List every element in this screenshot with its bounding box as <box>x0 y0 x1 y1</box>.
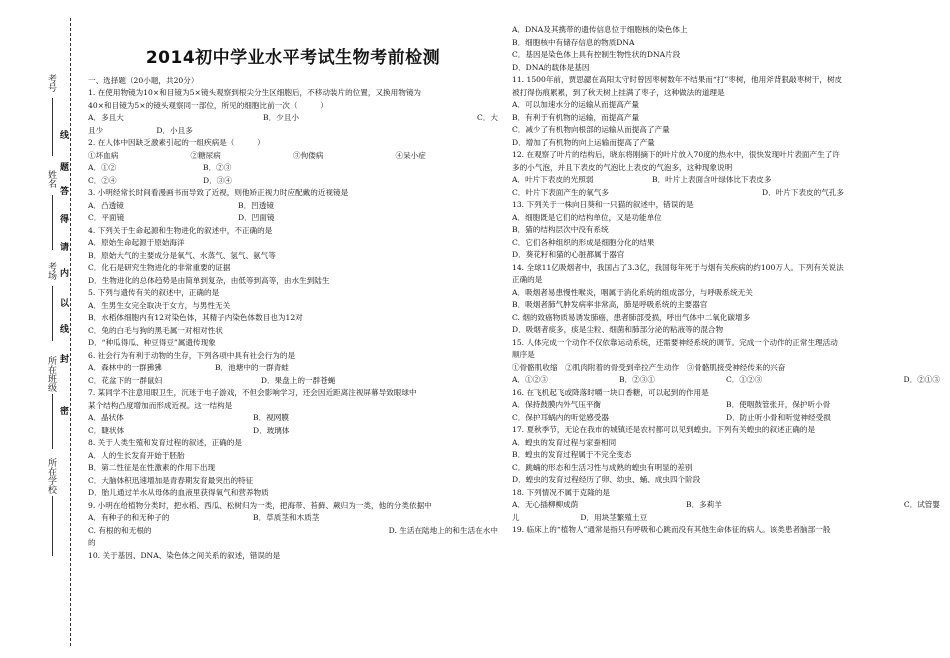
option: D．玻璃体 <box>253 425 290 435</box>
text-line: 5. 下列与遗传有关的叙述中，正确的是 <box>88 288 220 297</box>
text-line: 8. 关于人类生殖和发育过程的叙述，正确的是 <box>88 438 242 447</box>
option: C．叶片下表面产生的氧气多 <box>512 187 609 197</box>
option: ③佝偻病 <box>293 150 324 160</box>
text-line: 6. 社会行为有利于动物的生存，下列各项中具有社会行为的是 <box>88 350 296 360</box>
option: C．大 <box>477 113 498 122</box>
options-row <box>512 499 940 512</box>
option: D．防止听小骨和听觉神经受损 <box>726 412 831 422</box>
text-line: A．吸烟者易患慢性喉炎，咽属于消化系统的组成部分，与呼吸系统无关 <box>512 287 753 297</box>
option: C．保护耳蜗内的听觉感受器 <box>512 412 609 422</box>
seal-char: 以 <box>60 299 70 309</box>
option: B．凹透镜 <box>238 200 274 210</box>
option: B．少且小 <box>263 113 299 122</box>
options-row <box>512 412 940 425</box>
text-line: B．原始大气的主要成分是氧气、水蒸气、氢气、氨气等 <box>88 250 276 260</box>
text-line: 17. 夏秋季节，无论在我市的城镇还是农村都可以见到蝗虫。下列有关蝗虫的叙述正确的是 <box>512 425 816 434</box>
text-line: 10. 关于基因、DNA、染色体之间关系的叙述，错误的是 <box>88 550 281 560</box>
seal-char: 答 <box>60 187 70 197</box>
text-line: A．可以加速水分的运输从而提高产量 <box>512 100 639 109</box>
text-line: 18. 下列情况不属于克隆的是 <box>512 487 611 497</box>
text-line: 某个结构凸度增加而形成近视。这一结构是 <box>88 400 233 410</box>
text-line: D．吸烟者痰多，痰是尘粒、细菌和肺部分泌的粘液等的混合物 <box>512 325 724 334</box>
option: D．凹面镜 <box>238 213 275 222</box>
options-row <box>512 374 940 387</box>
option: A．无心插柳柳成荫 <box>512 500 579 509</box>
text-line: 13. 下列关于一株向日葵和一只猫的叙述中，错误的是 <box>512 200 694 209</box>
text-line: 7. 某同学不注意用眼卫生，沉迷于电子游戏，不但会影响学习，还会因近距离注视屏幕导致眼球中 <box>88 388 417 397</box>
text-line: D．“种瓜得瓜、种豆得豆”属遗传现象 <box>88 338 216 347</box>
option: D. 生活在陆地上的和生活在水中 <box>388 525 498 535</box>
text-line: D．生物进化的总体趋势是由简单到复杂，由低等到高等，由水生到陆生 <box>88 275 330 285</box>
text-line: B．吸烟者肺气肿发病率非常高，肺是呼吸系统的主要器官 <box>512 300 708 309</box>
option: C．①②③ <box>726 375 763 384</box>
right-column <box>512 0 940 537</box>
text-line: C．跳蝻的形态和生活习性与成熟的蝗虫有明显的差别 <box>512 462 693 472</box>
text-line: 4. 下列关于生命起源和生物进化的叙述中，不正确的是 <box>88 225 273 235</box>
options-row <box>512 399 940 412</box>
text-line: 14. 全球11亿吸烟者中，我国占了3.3亿，我国每年死于与烟有关疾病的约100万人。下列有关说法 <box>512 262 844 272</box>
text-line: 3. 小明经常长时间看漫画书而导致了近视，则他矫正视力时应配戴的近视镜是 <box>88 188 349 197</box>
options-row <box>88 525 498 538</box>
options-row <box>88 175 318 188</box>
option: D．叶片下表皮的气孔多 <box>762 187 845 197</box>
option: B．②③ <box>203 163 232 172</box>
text-line: 的 <box>88 538 96 547</box>
option: C. 有根的和无根的 <box>88 525 152 535</box>
seal-char: 内 <box>60 269 70 279</box>
option: D．③④ <box>203 175 232 185</box>
text-line: B．第二性征是在性激素的作用下出现 <box>88 463 216 472</box>
text-line: 19. 临床上的“植物人”通常是指只有呼吸和心跳而没有其他生命体征的病人。该类患者脑部一般 <box>512 525 831 534</box>
text-line: C．它们各种组织的形成是细胞分化的结果 <box>512 237 655 247</box>
option: D．②①③ <box>903 375 940 384</box>
page-title: 2014初中学业水平考试生物考前检测 <box>145 48 441 68</box>
option: C．②④ <box>88 175 117 185</box>
text-line: D．胎儿通过羊水从母体的血液里获得氧气和营养物质 <box>88 488 269 497</box>
options-row <box>512 174 940 187</box>
option: A．有种子的和无种子的 <box>88 513 170 522</box>
text-line: 15. 人体完成一个动作不仅依靠运动系统，还需要神经系统的调节。完成一个动作的正常生理活动 <box>512 337 838 347</box>
options-row <box>88 200 388 213</box>
text-line: A．蝗虫的发育过程与家蚕相同 <box>512 437 617 447</box>
class-label: 所在班级 <box>46 356 56 392</box>
option: C．睫状体 <box>88 425 125 435</box>
name-label: 姓名 <box>46 170 56 188</box>
text-line: C．大脑体积迅速增加是青春期发育最突出的特征 <box>88 475 254 485</box>
option: B．②③① <box>619 375 655 384</box>
text-line: D．葵花籽和猫的心脏都属于器官 <box>512 250 625 259</box>
text-line: 多的小气泡，并且下表皮的气泡比上表皮的气泡多，这种现象说明 <box>512 162 733 172</box>
text-line: 顺序是 <box>512 350 535 359</box>
option: B．视网膜 <box>253 413 289 422</box>
exam-room-line <box>52 286 53 341</box>
text-line: C．基因是染色体上具有控制生物性状的DNA片段 <box>512 50 681 59</box>
option: B．叶片上表面含叶绿体比下表皮多 <box>652 175 772 184</box>
seal-char: 得 <box>60 215 70 225</box>
option: C．试管婴 <box>903 500 940 509</box>
option: ①坏血病 <box>88 150 119 160</box>
text-line: 1. 在使用物镜为10×和目镜为5×镜头观察到根尖分生区细胞后，不移动装片的位置，又换用物镜为 <box>88 88 422 97</box>
school-label: 所在学校 <box>46 458 56 494</box>
text-line: C．兔的白毛与狗的黑毛属一对相对性状 <box>88 325 223 335</box>
seal-char: 请 <box>60 243 70 253</box>
exam-number-label: 考号 <box>46 74 56 92</box>
text-line: A．生男生女完全取决于女方，与男性无关 <box>88 300 231 310</box>
option: ②糖尿病 <box>190 150 221 160</box>
binding-margin <box>0 0 84 658</box>
text-line: A．细胞既是它们的结构单位，又是功能单位 <box>512 212 662 222</box>
seal-char: 题 <box>60 163 70 173</box>
text-line: A．DNA及其携带的遗传信息位于细胞核的染色体上 <box>512 25 688 34</box>
text-line: 2. 在人体中因缺乏激素引起的一组疾病是（ ） <box>88 138 265 147</box>
option: A．晶状体 <box>88 413 124 422</box>
seal-char: 线 <box>60 325 70 335</box>
text-line: B．有利于有机物的运输，而提高产量 <box>512 112 640 122</box>
text-line: 16. 在飞机起飞或降落时嚼一块口香糖，可以起到的作用是 <box>512 387 709 397</box>
text-line: B．蝗虫的发育过程属于不完全变态 <box>512 450 632 459</box>
options-row <box>88 412 418 425</box>
text-line: B．细胞核中有储存信息的物质DNA <box>512 37 635 47</box>
option: A．保持鼓膜内外气压平衡 <box>512 400 602 409</box>
option: ④呆小症 <box>395 150 426 160</box>
text-line: 正确的是 <box>512 275 543 284</box>
option: A．叶片下表皮的光照弱 <box>512 175 594 184</box>
option: B．使咽鼓管张开，保护听小骨 <box>726 400 831 409</box>
options-row <box>88 150 498 163</box>
text-line: 儿 D．用块茎繁殖土豆 <box>512 512 648 522</box>
text-line: 12. 在观察了叶片的结构后，晓东将刚摘下的叶片放入70度的热水中，很快发现叶片表面产生了许 <box>512 150 840 159</box>
option: A．多且大 <box>88 113 124 122</box>
exam-room-label: 考场 <box>46 262 56 280</box>
option: B．多莉羊 <box>686 500 722 509</box>
seal-char: 密 <box>60 407 70 417</box>
options-row <box>88 512 418 525</box>
options-row <box>88 112 498 125</box>
seal-dashed-line <box>70 18 71 646</box>
text-line: D．蝗虫的发育过程经历了卵、幼虫、蛹、成虫四个阶段 <box>512 475 701 484</box>
text-line: A．人的生长发育开始于胚胎 <box>88 450 185 460</box>
left-column <box>88 0 498 562</box>
options-row <box>88 425 418 438</box>
options-row <box>88 212 388 225</box>
seal-char: 封 <box>60 355 70 365</box>
option: A．①② <box>88 163 117 172</box>
class-line <box>52 394 53 449</box>
seal-char: 线 <box>60 131 70 141</box>
text-line: ①骨骼肌收缩 ②肌肉附着的骨受到牵拉产生动作 ③骨骼肌接受神经传来的兴奋 <box>512 362 786 372</box>
text-line: C．减少了有机物向根部的运输从而提高了产量 <box>512 125 670 134</box>
text-line: C．花盆下的一群鼠妇 D．果盘上的一群苍蝇 <box>88 375 336 385</box>
text-line: C．化石是研究生物进化的非常重要的证据 <box>88 263 231 272</box>
text-line: A．原始生命起源于原始海洋 <box>88 238 185 247</box>
text-line: 11. 1500年前，贾思勰在高阳太守时曾因枣树数年不结果而“打”枣树，他用斧背狠敲枣树干，树皮 <box>512 75 843 84</box>
text-line: D．增加了有机物的向上运输而提高了产量 <box>512 137 655 147</box>
text-line: D．DNA的载体是基因 <box>512 62 590 72</box>
option: B．草质茎和木质茎 <box>253 513 320 522</box>
option: A．①②③ <box>512 375 548 384</box>
text-line: 一、选择题（20小题，共20分） <box>88 75 199 85</box>
text-line: 被打得伤痕累累，到了秋天树上挂满了枣子，这种做法的道理是 <box>512 87 725 97</box>
text-line: B．猫的结构层次中没有系统 <box>512 225 609 234</box>
text-line: 40×和目镜为5×的镜头观察同一部位，所见的细胞比前一次（ ） <box>88 100 328 110</box>
options-row <box>512 187 940 200</box>
school-line <box>52 496 53 556</box>
options-row <box>88 162 318 175</box>
text-line: 9. 小明在给植物分类时，把水稻、西瓜、松树归为一类，把海带、苔藓、蕨归为一类，他的分类依据中 <box>88 500 432 510</box>
option: A．凸透镜 <box>88 200 124 210</box>
name-line <box>52 195 53 250</box>
text-line: C. 烟的致癌物质易诱发肺癌，患者肺部受损，呼出气体中二氧化碳增多 <box>512 312 751 322</box>
text-line: B．水稻体细胞内有12对染色体，其精子内染色体数目也为12对 <box>88 313 303 322</box>
exam-number-line <box>52 98 53 156</box>
text-line: 且少 D．小且多 <box>88 125 193 135</box>
text-line: A．森林中的一群狒狒 B．池塘中的一群青蛙 <box>88 363 289 372</box>
option: C．平面镜 <box>88 213 125 222</box>
